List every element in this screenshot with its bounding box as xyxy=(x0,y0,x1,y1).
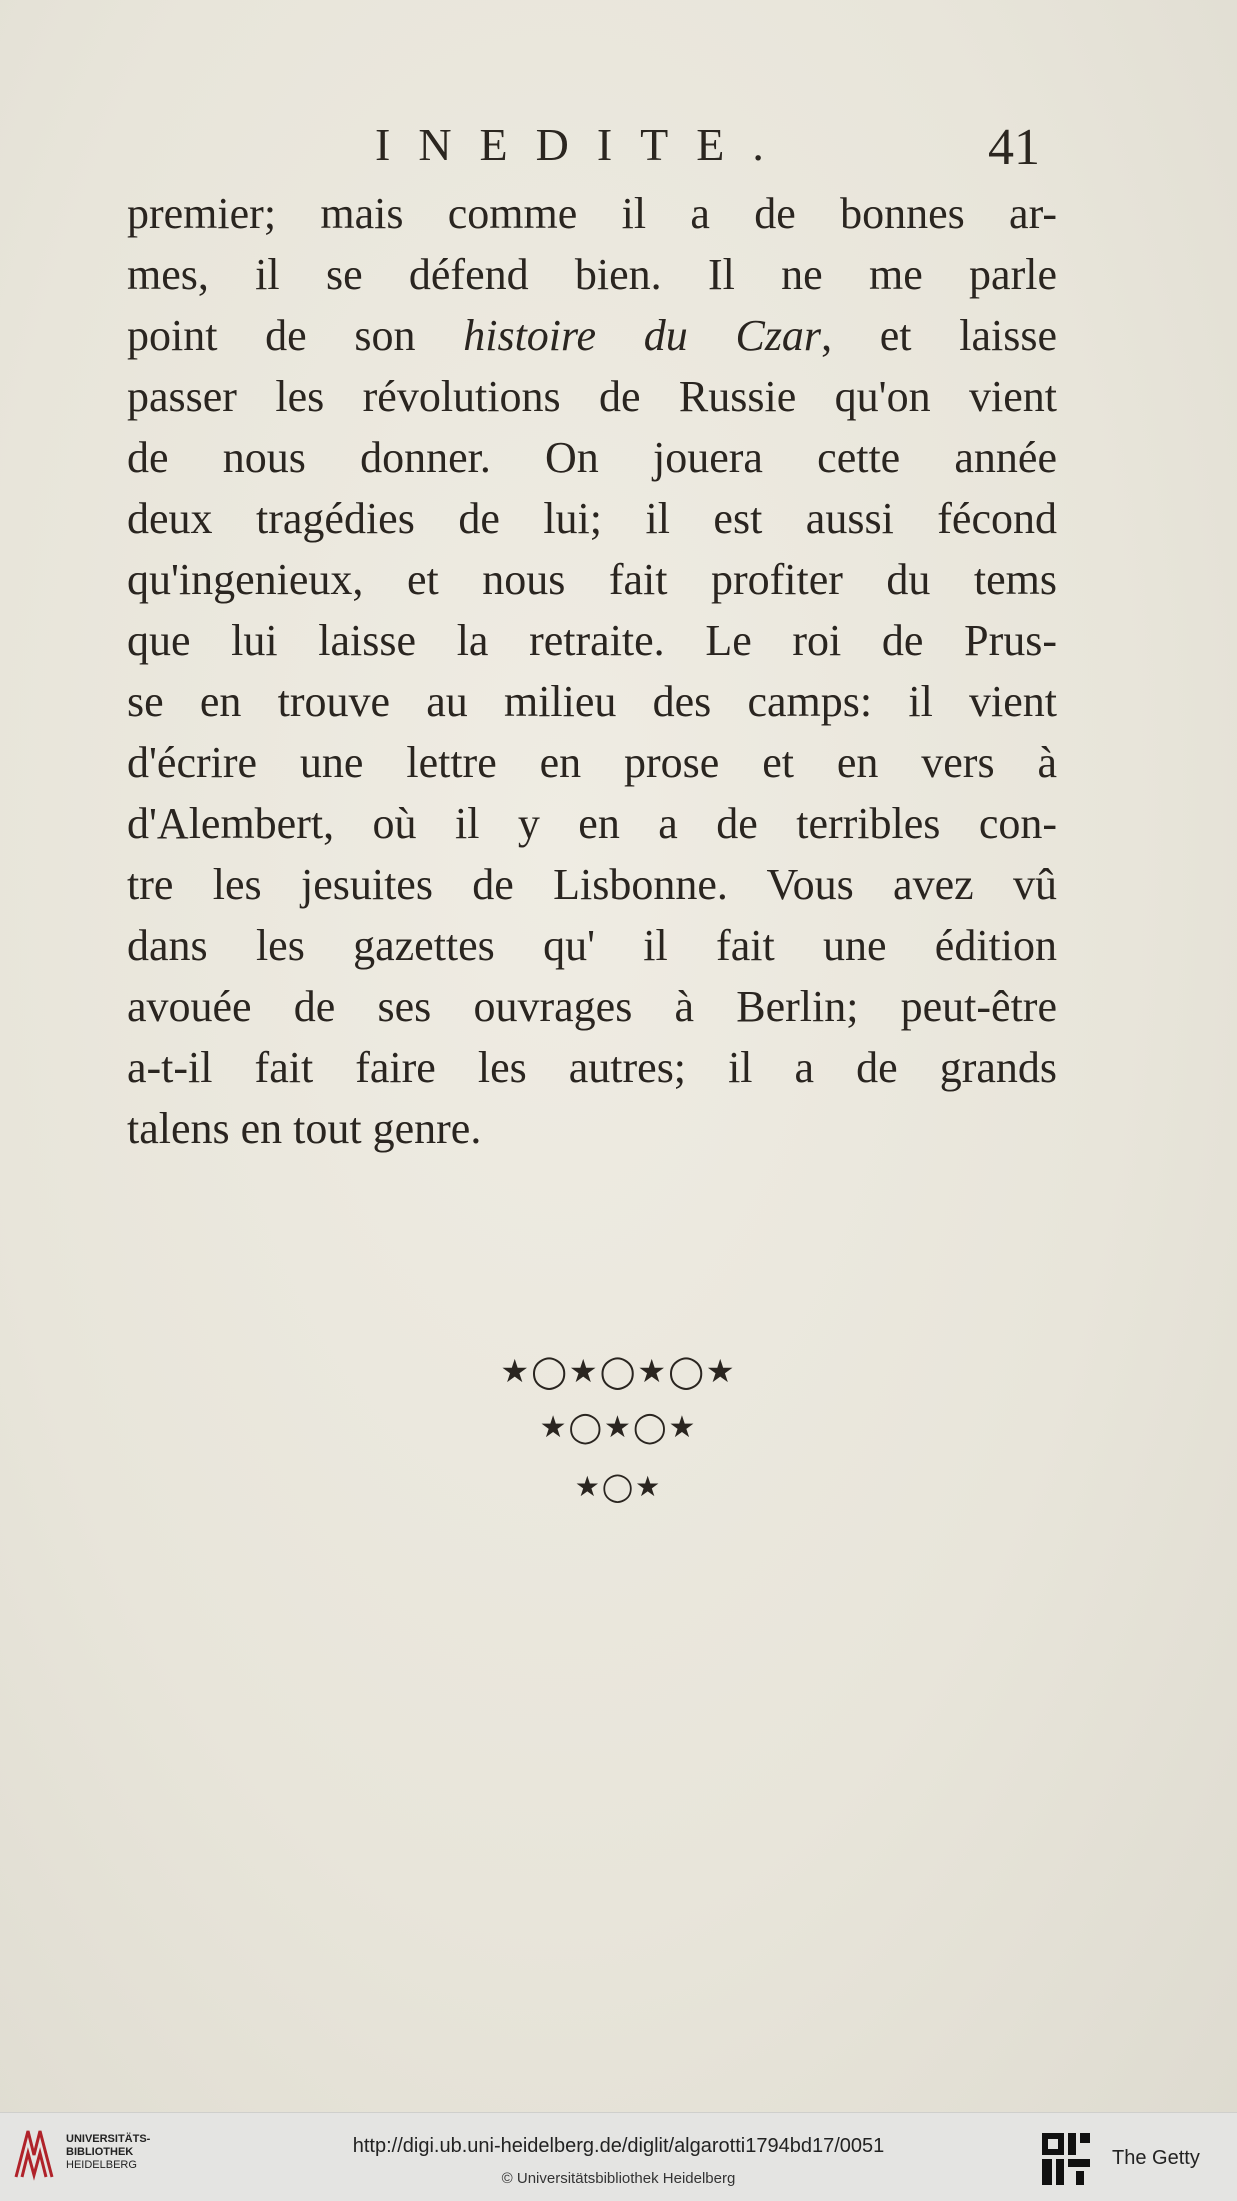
verso-bleed-through xyxy=(120,1080,1120,1840)
book-title-italic: histoire du Czar xyxy=(463,311,822,360)
permalink-url[interactable]: http://digi.ub.uni-heidelberg.de/diglit/algarotti1794bd17/0051 xyxy=(352,2135,885,2157)
body-text xyxy=(127,183,1057,1159)
text-line: de nous donner. On jouera cette année xyxy=(127,433,1057,482)
text-line: d'Alembert, où il y en a de terribles con- xyxy=(127,799,1057,848)
copyright-notice: © Universitätsbibliothek Heidelberg xyxy=(501,2170,736,2187)
getty-label: The Getty xyxy=(1112,2147,1200,2169)
viewer-footer xyxy=(0,2112,1237,2201)
page-number: 41 xyxy=(988,119,1040,176)
text-segment: point de son xyxy=(127,311,464,360)
text-line: avouée de ses ouvrages à Berlin; peut-être xyxy=(127,982,1057,1031)
ornament-row-1: ★◯★◯★◯★ xyxy=(500,1352,737,1390)
library-name-line-3: HEIDELBERG xyxy=(66,2159,137,2171)
text-line: mes, il se défend bien. Il ne me parle xyxy=(127,250,1057,299)
text-line: d'écrire une lettre en prose et en vers à xyxy=(127,738,1057,787)
text-line: dans les gazettes qu' il fait une édition xyxy=(127,921,1057,970)
text-segment: , et laisse xyxy=(821,311,1057,360)
text-line: que lui laisse la retraite. Le roi de Prus- xyxy=(127,616,1057,665)
getty-logo-icon xyxy=(1040,2131,1092,2187)
library-name-line-1: UNIVERSITÄTS- xyxy=(66,2133,151,2145)
text-line-last: talens en tout genre. xyxy=(127,1104,482,1153)
running-head: INEDITE. xyxy=(375,119,792,170)
text-line: qu'ingenieux, et nous fait profiter du tems xyxy=(127,555,1057,604)
text-line-italic-title xyxy=(127,305,1057,366)
ornament-row-3: ★◯★ xyxy=(574,1470,663,1503)
text-line: se en trouve au milieu des camps: il vient xyxy=(127,677,1057,726)
text-line: passer les révolutions de Russie qu'on vient xyxy=(127,372,1057,421)
text-line: premier; mais comme il a de bonnes ar- xyxy=(127,189,1057,238)
library-name-line-2: BIBLIOTHEK xyxy=(66,2146,134,2158)
text-line: a-t-il fait faire les autres; il a de grands xyxy=(127,1043,1057,1092)
ornament-row-2: ★◯★◯★ xyxy=(539,1410,698,1445)
text-line: tre les jesuites de Lisbonne. Vous avez vû xyxy=(127,860,1057,909)
text-line: deux tragédies de lui; il est aussi fécond xyxy=(127,494,1057,543)
